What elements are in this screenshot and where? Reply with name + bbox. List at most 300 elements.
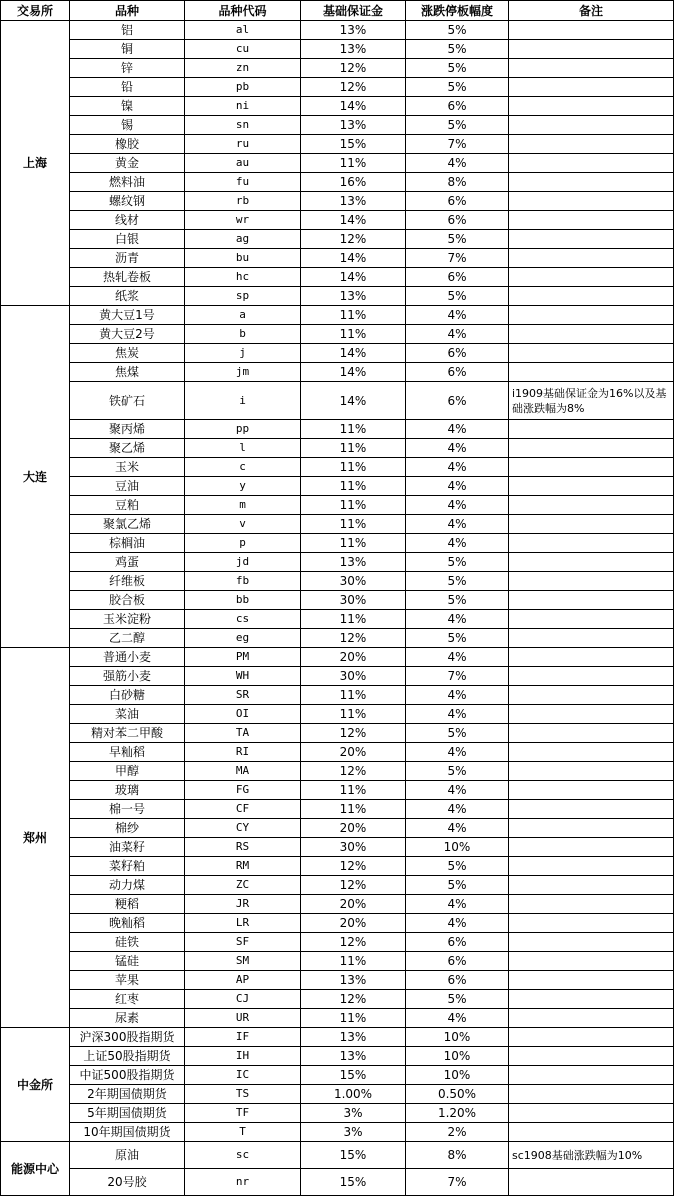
code-cell: SF (185, 933, 301, 952)
product-cell: 动力煤 (70, 876, 185, 895)
table-row (1, 211, 674, 230)
table-row (1, 173, 674, 192)
product-cell: 苹果 (70, 971, 185, 990)
margin-cell: 11% (301, 458, 406, 477)
limit-cell: 4% (406, 705, 509, 724)
limit-cell: 2% (406, 1123, 509, 1142)
note-cell (509, 743, 674, 762)
limit-cell: 5% (406, 78, 509, 97)
header-margin: 基础保证金 (301, 1, 406, 21)
margin-cell: 20% (301, 743, 406, 762)
header-limit: 涨跌停板幅度 (406, 1, 509, 21)
limit-cell: 4% (406, 154, 509, 173)
limit-cell: 6% (406, 268, 509, 287)
table-row (1, 781, 674, 800)
note-cell (509, 173, 674, 192)
limit-cell: 6% (406, 971, 509, 990)
table-row (1, 1009, 674, 1028)
product-cell: 黄大豆2号 (70, 325, 185, 344)
margin-cell: 15% (301, 1169, 406, 1196)
code-cell: au (185, 154, 301, 173)
product-cell: 白砂糖 (70, 686, 185, 705)
note-cell (509, 59, 674, 78)
product-cell: 普通小麦 (70, 648, 185, 667)
note-cell (509, 610, 674, 629)
limit-cell: 4% (406, 515, 509, 534)
table-row (1, 591, 674, 610)
note-cell (509, 724, 674, 743)
table-row (1, 895, 674, 914)
product-cell: 菜油 (70, 705, 185, 724)
product-cell: 精对苯二甲酸 (70, 724, 185, 743)
margin-cell: 15% (301, 135, 406, 154)
limit-cell: 5% (406, 876, 509, 895)
limit-cell: 10% (406, 1066, 509, 1085)
product-cell: 热轧卷板 (70, 268, 185, 287)
margin-cell: 11% (301, 1009, 406, 1028)
limit-cell: 4% (406, 439, 509, 458)
product-cell: 尿素 (70, 1009, 185, 1028)
code-cell: bu (185, 249, 301, 268)
margin-cell: 13% (301, 287, 406, 306)
note-cell (509, 1085, 674, 1104)
margin-cell: 12% (301, 762, 406, 781)
margin-cell: 11% (301, 800, 406, 819)
product-cell: 中证500股指期货 (70, 1066, 185, 1085)
table-row (1, 439, 674, 458)
table-row (1, 667, 674, 686)
limit-cell: 5% (406, 116, 509, 135)
code-cell: ru (185, 135, 301, 154)
margin-cell: 13% (301, 971, 406, 990)
table-row (1, 116, 674, 135)
table-row (1, 154, 674, 173)
margin-cell: 14% (301, 268, 406, 287)
limit-cell: 6% (406, 344, 509, 363)
code-cell: al (185, 21, 301, 40)
note-cell (509, 629, 674, 648)
product-cell: 棉纱 (70, 819, 185, 838)
note-cell (509, 952, 674, 971)
product-cell: 锌 (70, 59, 185, 78)
code-cell: cu (185, 40, 301, 59)
code-cell: hc (185, 268, 301, 287)
margin-cell: 11% (301, 610, 406, 629)
limit-cell: 6% (406, 192, 509, 211)
code-cell: ZC (185, 876, 301, 895)
margin-cell: 11% (301, 515, 406, 534)
table-row (1, 876, 674, 895)
note-cell (509, 1066, 674, 1085)
code-cell: RI (185, 743, 301, 762)
margin-cell: 1.00% (301, 1085, 406, 1104)
note-cell (509, 933, 674, 952)
note-cell (509, 97, 674, 116)
table-row (1, 268, 674, 287)
limit-cell: 6% (406, 97, 509, 116)
code-cell: ag (185, 230, 301, 249)
limit-cell: 7% (406, 249, 509, 268)
code-cell: nr (185, 1169, 301, 1196)
product-cell: 铜 (70, 40, 185, 59)
code-cell: zn (185, 59, 301, 78)
limit-cell: 4% (406, 610, 509, 629)
header-row (1, 1, 674, 21)
note-cell (509, 781, 674, 800)
code-cell: cs (185, 610, 301, 629)
note-cell (509, 1028, 674, 1047)
table-row (1, 743, 674, 762)
code-cell: c (185, 458, 301, 477)
margin-cell: 30% (301, 838, 406, 857)
note-cell (509, 211, 674, 230)
note-cell (509, 515, 674, 534)
margin-cell: 11% (301, 781, 406, 800)
product-cell: 5年期国债期货 (70, 1104, 185, 1123)
code-cell: FG (185, 781, 301, 800)
code-cell: CJ (185, 990, 301, 1009)
product-cell: 粳稻 (70, 895, 185, 914)
header-note: 备注 (509, 1, 674, 21)
table-row (1, 1066, 674, 1085)
limit-cell: 4% (406, 458, 509, 477)
code-cell: IC (185, 1066, 301, 1085)
code-cell: OI (185, 705, 301, 724)
table-row (1, 363, 674, 382)
note-cell (509, 553, 674, 572)
note-cell (509, 667, 674, 686)
product-cell: 玉米淀粉 (70, 610, 185, 629)
code-cell: T (185, 1123, 301, 1142)
margin-cell: 15% (301, 1066, 406, 1085)
code-cell: MA (185, 762, 301, 781)
table-row (1, 914, 674, 933)
margin-cell: 12% (301, 990, 406, 1009)
code-cell: LR (185, 914, 301, 933)
margin-cell: 14% (301, 344, 406, 363)
product-cell: 聚氯乙烯 (70, 515, 185, 534)
limit-cell: 8% (406, 173, 509, 192)
code-cell: y (185, 477, 301, 496)
code-cell: i (185, 382, 301, 420)
code-cell: fb (185, 572, 301, 591)
margin-cell: 16% (301, 173, 406, 192)
limit-cell: 5% (406, 591, 509, 610)
product-cell: 燃料油 (70, 173, 185, 192)
code-cell: SM (185, 952, 301, 971)
table-row (1, 344, 674, 363)
limit-cell: 10% (406, 1028, 509, 1047)
table-row (1, 249, 674, 268)
product-cell: 豆粕 (70, 496, 185, 515)
note-cell (509, 971, 674, 990)
table-row (1, 477, 674, 496)
table-row (1, 97, 674, 116)
code-cell: TS (185, 1085, 301, 1104)
margin-cell: 20% (301, 914, 406, 933)
note-cell (509, 591, 674, 610)
note-cell (509, 420, 674, 439)
margin-cell: 20% (301, 895, 406, 914)
limit-cell: 0.50% (406, 1085, 509, 1104)
limit-cell: 4% (406, 743, 509, 762)
limit-cell: 6% (406, 211, 509, 230)
margin-cell: 12% (301, 230, 406, 249)
margin-cell: 12% (301, 59, 406, 78)
product-cell: 乙二醇 (70, 629, 185, 648)
product-cell: 焦煤 (70, 363, 185, 382)
code-cell: CY (185, 819, 301, 838)
margin-cell: 11% (301, 306, 406, 325)
table-row (1, 800, 674, 819)
note-cell (509, 648, 674, 667)
note-cell (509, 325, 674, 344)
note-cell (509, 21, 674, 40)
table-row (1, 686, 674, 705)
table-row (1, 990, 674, 1009)
limit-cell: 10% (406, 1047, 509, 1066)
table-row (1, 382, 674, 420)
product-cell: 豆油 (70, 477, 185, 496)
product-cell: 锡 (70, 116, 185, 135)
limit-cell: 7% (406, 1169, 509, 1196)
limit-cell: 5% (406, 230, 509, 249)
product-cell: 铝 (70, 21, 185, 40)
note-cell (509, 1123, 674, 1142)
limit-cell: 6% (406, 363, 509, 382)
note-cell (509, 344, 674, 363)
product-cell: 油菜籽 (70, 838, 185, 857)
limit-cell: 4% (406, 420, 509, 439)
margin-cell: 13% (301, 116, 406, 135)
code-cell: pp (185, 420, 301, 439)
product-cell: 原油 (70, 1142, 185, 1169)
limit-cell: 4% (406, 686, 509, 705)
code-cell: PM (185, 648, 301, 667)
table-row (1, 1028, 674, 1047)
code-cell: fu (185, 173, 301, 192)
table-row (1, 534, 674, 553)
margin-cell: 11% (301, 154, 406, 173)
limit-cell: 6% (406, 382, 509, 420)
margin-cell: 11% (301, 477, 406, 496)
margin-cell: 12% (301, 629, 406, 648)
margin-cell: 30% (301, 572, 406, 591)
note-cell (509, 1169, 674, 1196)
note-cell (509, 914, 674, 933)
code-cell: CF (185, 800, 301, 819)
table-row (1, 1047, 674, 1066)
product-cell: 2年期国债期货 (70, 1085, 185, 1104)
header-product: 品种 (70, 1, 185, 21)
note-cell (509, 135, 674, 154)
margin-cell: 11% (301, 325, 406, 344)
note-cell (509, 496, 674, 515)
code-cell: p (185, 534, 301, 553)
table-row (1, 971, 674, 990)
note-cell (509, 268, 674, 287)
note-cell (509, 439, 674, 458)
product-cell: 早籼稻 (70, 743, 185, 762)
code-cell: AP (185, 971, 301, 990)
table-row (1, 1123, 674, 1142)
note-cell (509, 990, 674, 1009)
product-cell: 铅 (70, 78, 185, 97)
table-row (1, 21, 674, 40)
code-cell: wr (185, 211, 301, 230)
margin-cell: 12% (301, 78, 406, 97)
limit-cell: 5% (406, 857, 509, 876)
code-cell: jm (185, 363, 301, 382)
table-row (1, 610, 674, 629)
table-row (1, 762, 674, 781)
margin-cell: 13% (301, 40, 406, 59)
code-cell: jd (185, 553, 301, 572)
product-cell: 聚丙烯 (70, 420, 185, 439)
note-cell (509, 800, 674, 819)
margin-cell: 11% (301, 686, 406, 705)
limit-cell: 4% (406, 914, 509, 933)
margin-cell: 13% (301, 1047, 406, 1066)
table-body (1, 21, 674, 1196)
limit-cell: 4% (406, 306, 509, 325)
note-cell (509, 477, 674, 496)
note-cell (509, 249, 674, 268)
margin-cell: 14% (301, 249, 406, 268)
limit-cell: 4% (406, 477, 509, 496)
header-exchange: 交易所 (1, 1, 70, 21)
code-cell: UR (185, 1009, 301, 1028)
table-row (1, 1085, 674, 1104)
product-cell: 20号胶 (70, 1169, 185, 1196)
product-cell: 线材 (70, 211, 185, 230)
note-cell (509, 458, 674, 477)
margin-cell: 3% (301, 1123, 406, 1142)
code-cell: RS (185, 838, 301, 857)
product-cell: 黄金 (70, 154, 185, 173)
code-cell: j (185, 344, 301, 363)
product-cell: 硅铁 (70, 933, 185, 952)
product-cell: 纤维板 (70, 572, 185, 591)
code-cell: SR (185, 686, 301, 705)
table-row (1, 724, 674, 743)
exchange-cell: 能源中心 (1, 1142, 70, 1196)
limit-cell: 4% (406, 534, 509, 553)
product-cell: 焦炭 (70, 344, 185, 363)
margin-cell: 13% (301, 553, 406, 572)
margin-cell: 11% (301, 496, 406, 515)
margin-cell: 12% (301, 933, 406, 952)
product-cell: 聚乙烯 (70, 439, 185, 458)
note-cell: sc1908基础涨跌幅为10% (509, 1142, 674, 1169)
table-row (1, 553, 674, 572)
product-cell: 螺纹钢 (70, 192, 185, 211)
table-row (1, 135, 674, 154)
margin-cell: 20% (301, 819, 406, 838)
product-cell: 黄大豆1号 (70, 306, 185, 325)
table-row (1, 78, 674, 97)
code-cell: RM (185, 857, 301, 876)
product-cell: 沥青 (70, 249, 185, 268)
product-cell: 上证50股指期货 (70, 1047, 185, 1066)
margin-cell: 11% (301, 420, 406, 439)
note-cell (509, 287, 674, 306)
margin-cell: 13% (301, 192, 406, 211)
limit-cell: 1.20% (406, 1104, 509, 1123)
note-cell (509, 154, 674, 173)
table-row (1, 1169, 674, 1196)
limit-cell: 10% (406, 838, 509, 857)
exchange-cell: 郑州 (1, 648, 70, 1028)
code-cell: pb (185, 78, 301, 97)
product-cell: 胶合板 (70, 591, 185, 610)
code-cell: WH (185, 667, 301, 686)
code-cell: a (185, 306, 301, 325)
table-row (1, 192, 674, 211)
product-cell: 锰硅 (70, 952, 185, 971)
limit-cell: 5% (406, 629, 509, 648)
table-row (1, 838, 674, 857)
margin-cell: 20% (301, 648, 406, 667)
limit-cell: 5% (406, 59, 509, 78)
code-cell: b (185, 325, 301, 344)
note-cell (509, 838, 674, 857)
note-cell (509, 116, 674, 135)
margin-cell: 14% (301, 211, 406, 230)
code-cell: eg (185, 629, 301, 648)
limit-cell: 5% (406, 40, 509, 59)
margin-cell: 11% (301, 439, 406, 458)
limit-cell: 7% (406, 135, 509, 154)
limit-cell: 4% (406, 819, 509, 838)
table-row (1, 325, 674, 344)
exchange-cell: 中金所 (1, 1028, 70, 1142)
margin-cell: 12% (301, 724, 406, 743)
code-cell: rb (185, 192, 301, 211)
margin-cell: 30% (301, 591, 406, 610)
table-row (1, 515, 674, 534)
limit-cell: 5% (406, 990, 509, 1009)
table-row (1, 59, 674, 78)
code-cell: IF (185, 1028, 301, 1047)
code-cell: sp (185, 287, 301, 306)
limit-cell: 4% (406, 496, 509, 515)
product-cell: 玻璃 (70, 781, 185, 800)
header-code: 品种代码 (185, 1, 301, 21)
code-cell: ni (185, 97, 301, 116)
note-cell (509, 534, 674, 553)
table-row (1, 1104, 674, 1123)
note-cell (509, 192, 674, 211)
limit-cell: 5% (406, 553, 509, 572)
note-cell (509, 363, 674, 382)
code-cell: l (185, 439, 301, 458)
table-row (1, 648, 674, 667)
limit-cell: 5% (406, 762, 509, 781)
limit-cell: 7% (406, 667, 509, 686)
product-cell: 沪深300股指期货 (70, 1028, 185, 1047)
limit-cell: 5% (406, 287, 509, 306)
margin-cell: 11% (301, 705, 406, 724)
limit-cell: 4% (406, 1009, 509, 1028)
note-cell (509, 230, 674, 249)
product-cell: 铁矿石 (70, 382, 185, 420)
product-cell: 强筋小麦 (70, 667, 185, 686)
note-cell (509, 895, 674, 914)
margin-cell: 12% (301, 857, 406, 876)
product-cell: 白银 (70, 230, 185, 249)
margin-cell: 3% (301, 1104, 406, 1123)
